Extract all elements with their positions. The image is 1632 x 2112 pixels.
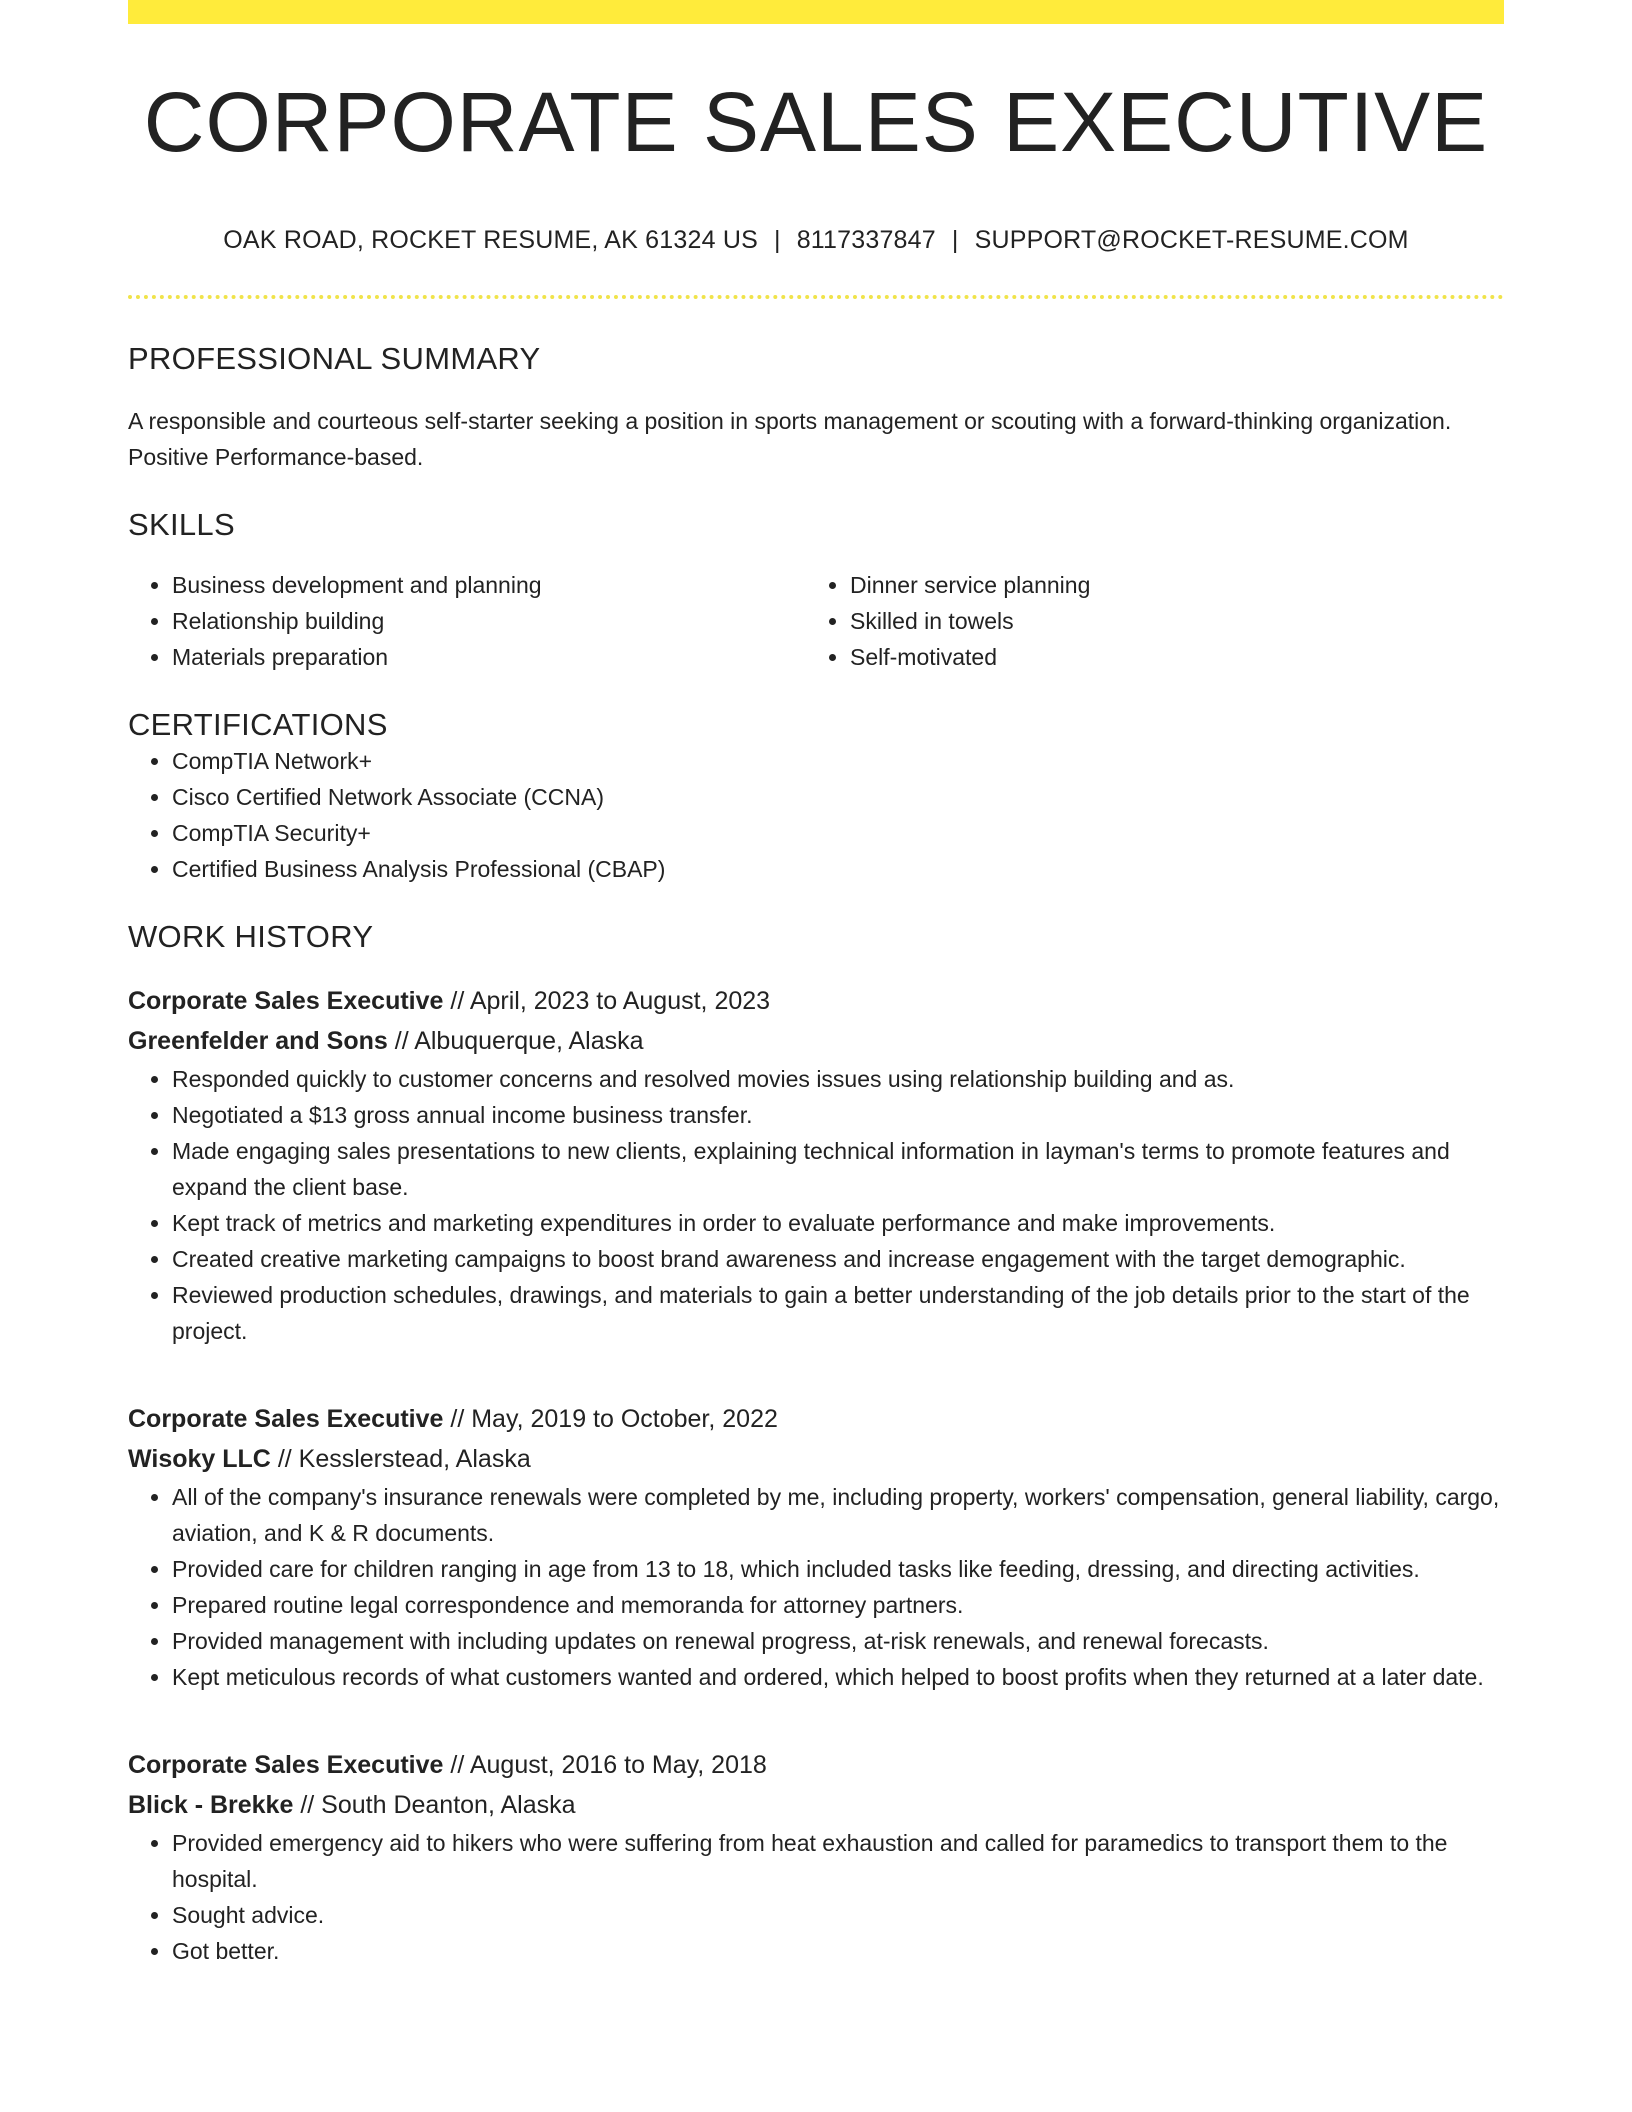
job-bullets — [128, 1479, 1504, 1695]
job-entry — [128, 1745, 1504, 1969]
job-bullet: • Provided emergency aid to hikers who were suffering from heat exhaustion and called for paramedics to transport them to the hospital. — [172, 1825, 1504, 1897]
job-title-line — [128, 981, 1504, 1021]
job-company: Wisoky LLC — [128, 1445, 271, 1473]
contact-separator: | — [773, 226, 781, 254]
job-entry — [128, 981, 1504, 1349]
skills-heading: SKILLS — [128, 507, 235, 542]
job-dates: // April, 2023 to August, 2023 — [450, 987, 771, 1015]
resume-name: CORPORATE SALES EXECUTIVE — [143, 75, 1489, 169]
certifications-list — [128, 743, 1504, 887]
skill-item: • Self-motivated — [850, 639, 1484, 675]
contact-email: SUPPORT@ROCKET-RESUME.COM — [974, 226, 1409, 254]
skills-list-left — [128, 567, 806, 675]
job-bullet: • All of the company's insurance renewals were completed by me, including property, workers' compensation, general liability, cargo, aviation, and K & R documents. — [172, 1479, 1504, 1551]
certification-item: • Cisco Certified Network Associate (CCNA) — [172, 779, 1504, 815]
job-company-line — [128, 1021, 1504, 1061]
skill-item: • Skilled in towels — [850, 603, 1484, 639]
certification-item: • CompTIA Network+ — [172, 743, 1504, 779]
contact-phone: 8117337847 — [796, 226, 936, 254]
job-bullet: • Made engaging sales presentations to new clients, explaining technical information in layman's terms to promote features and expand the client base. — [172, 1133, 1504, 1205]
certifications-heading: CERTIFICATIONS — [128, 707, 388, 742]
job-company-line — [128, 1439, 1504, 1479]
contact-line — [128, 226, 1504, 255]
job-company: Blick - Brekke — [128, 1791, 294, 1819]
job-title: Corporate Sales Executive — [128, 1405, 444, 1433]
job-bullet: • Prepared routine legal correspondence and memoranda for attorney partners. — [172, 1587, 1504, 1623]
certification-item: • Certified Business Analysis Professional (CBAP) — [172, 851, 1504, 887]
accent-top-bar — [128, 0, 1504, 24]
skills-grid — [128, 567, 1504, 675]
job-bullet: • Provided management with including updates on renewal progress, at-risk renewals, and renewal forecasts. — [172, 1623, 1504, 1659]
summary-heading: PROFESSIONAL SUMMARY — [128, 341, 541, 376]
job-location: // Kesslerstead, Alaska — [277, 1445, 531, 1473]
dotted-divider — [128, 295, 1504, 299]
skills-list-right — [806, 567, 1484, 675]
job-bullet: • Got better. — [172, 1933, 1504, 1969]
work-history-heading: WORK HISTORY — [128, 919, 374, 954]
job-title: Corporate Sales Executive — [128, 1751, 444, 1779]
summary-text: A responsible and courteous self-starter seeking a position in sports management or scouting with a forward-thinking organization. Positive Performance-based. — [128, 408, 1452, 470]
job-dates: // August, 2016 to May, 2018 — [450, 1751, 767, 1779]
skill-item: • Business development and planning — [172, 567, 806, 603]
skill-item: • Dinner service planning — [850, 567, 1484, 603]
job-entry — [128, 1399, 1504, 1695]
job-bullets — [128, 1061, 1504, 1349]
contact-separator: | — [951, 226, 959, 254]
job-bullets — [128, 1825, 1504, 1969]
contact-address: OAK ROAD, ROCKET RESUME, AK 61324 US — [223, 226, 758, 254]
job-bullet: • Kept meticulous records of what customers wanted and ordered, which helped to boost profits when they returned at a later date. — [172, 1659, 1504, 1695]
job-location: // South Deanton, Alaska — [300, 1791, 576, 1819]
job-bullet: • Kept track of metrics and marketing expenditures in order to evaluate performance and make improvements. — [172, 1205, 1504, 1241]
job-company-line — [128, 1785, 1504, 1825]
skill-item: • Relationship building — [172, 603, 806, 639]
resume-page — [128, 0, 1504, 1969]
job-location: // Albuquerque, Alaska — [394, 1027, 644, 1055]
job-bullet: • Negotiated a $13 gross annual income business transfer. — [172, 1097, 1504, 1133]
certification-item: • CompTIA Security+ — [172, 815, 1504, 851]
job-company: Greenfelder and Sons — [128, 1027, 388, 1055]
job-title-line — [128, 1745, 1504, 1785]
job-title: Corporate Sales Executive — [128, 987, 444, 1015]
job-bullet: • Reviewed production schedules, drawings, and materials to gain a better understanding of the job details prior to the start of the project. — [172, 1277, 1504, 1349]
job-bullet: • Sought advice. — [172, 1897, 1504, 1933]
job-dates: // May, 2019 to October, 2022 — [450, 1405, 778, 1433]
job-bullet: • Created creative marketing campaigns to boost brand awareness and increase engagement with the target demographic. — [172, 1241, 1504, 1277]
job-bullet: • Provided care for children ranging in age from 13 to 18, which included tasks like feeding, dressing, and directing activities. — [172, 1551, 1504, 1587]
job-bullet: • Responded quickly to customer concerns and resolved movies issues using relationship building and as. — [172, 1061, 1504, 1097]
job-title-line — [128, 1399, 1504, 1439]
skill-item: • Materials preparation — [172, 639, 806, 675]
